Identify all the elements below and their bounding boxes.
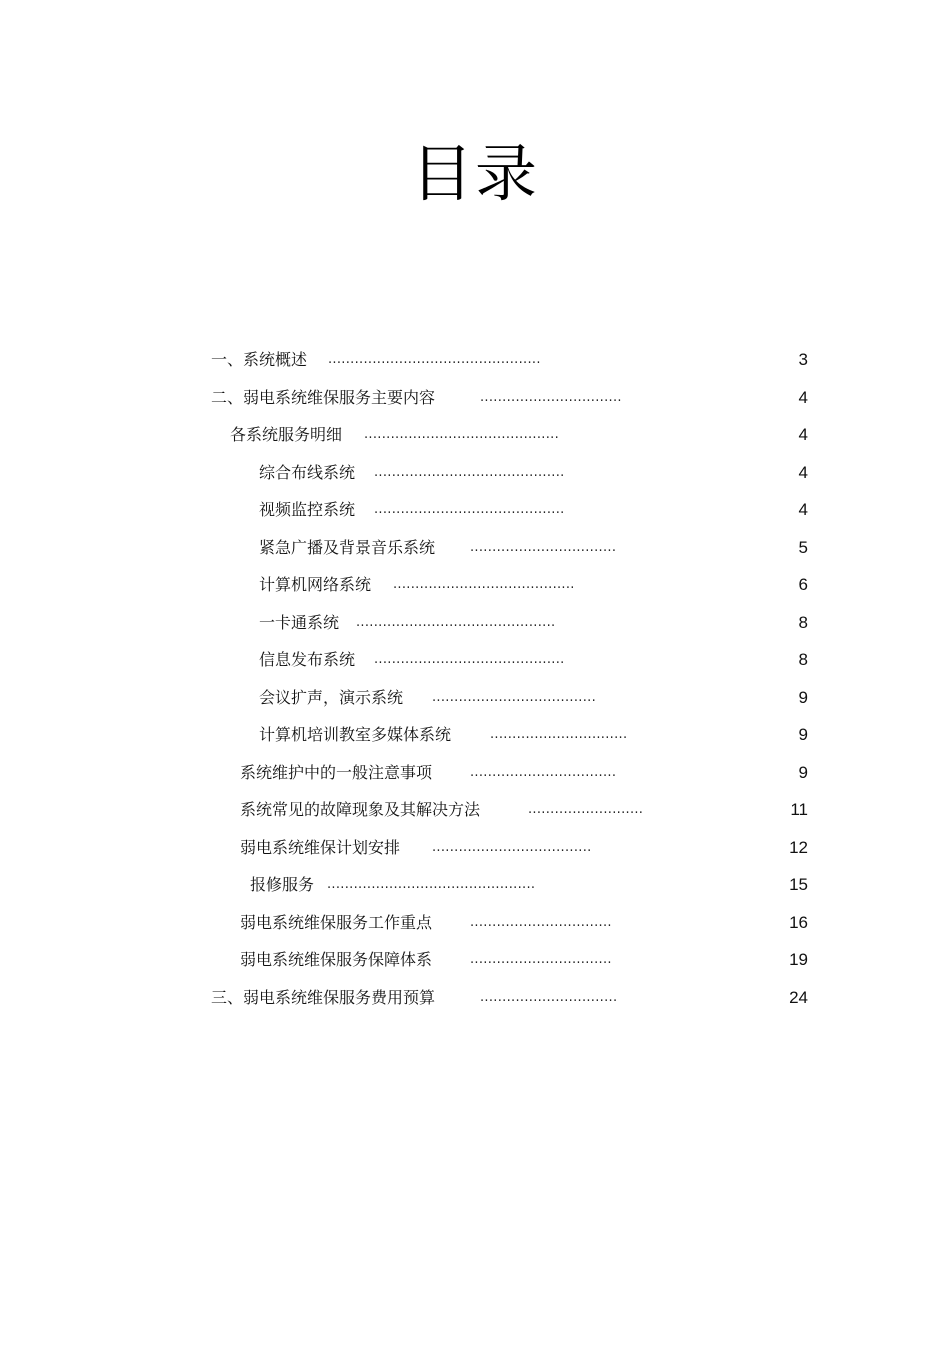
toc-leader-dots: ........................................... [374, 464, 565, 480]
toc-leader-dots: ................................ [470, 914, 612, 930]
toc-leader-dots: ......................................... [393, 577, 575, 592]
toc-entry-label: 会议扩声，演示系统 [259, 687, 404, 707]
toc-entry-label: 报修服务 [250, 875, 315, 894]
toc-leader-dots: ............................................... [327, 877, 536, 892]
table-of-contents [0, 341, 950, 1016]
toc-entry-label: 三、弱电系统维保服务费用预算 [211, 987, 436, 1007]
toc-page-number: 9 [798, 725, 808, 744]
toc-entry[interactable] [0, 604, 950, 642]
toc-leader-dots: ................................ [470, 952, 612, 967]
toc-entry[interactable] [0, 416, 950, 454]
toc-entry-label: 紧急广播及背景音乐系统 [259, 537, 436, 557]
toc-page-number: 4 [798, 387, 808, 407]
toc-entry-label: 各系统服务明细 [230, 425, 343, 444]
toc-leader-dots: ................................. [470, 764, 617, 780]
toc-entry[interactable] [0, 829, 950, 867]
toc-page-number: 9 [798, 687, 808, 707]
toc-entry[interactable] [0, 866, 950, 904]
toc-entry[interactable] [0, 454, 950, 492]
toc-page-number: 4 [798, 425, 808, 444]
toc-entry-label: 系统常见的故障现象及其解决方法 [240, 800, 481, 819]
page-title: 目录 [410, 137, 539, 210]
toc-leader-dots: ............................................. [356, 614, 556, 630]
toc-page-number: 9 [798, 762, 808, 782]
toc-entry[interactable] [0, 904, 950, 942]
toc-page-number: 16 [789, 912, 808, 932]
toc-entry-label: 二、弱电系统维保服务主要内容 [211, 387, 436, 407]
toc-entry[interactable] [0, 679, 950, 717]
toc-leader-dots: ................................. [470, 539, 617, 555]
toc-leader-dots: ..................................... [432, 689, 596, 705]
toc-entry[interactable] [0, 491, 950, 529]
toc-entry-label: 计算机培训教室多媒体系统 [259, 725, 452, 744]
toc-page-number: 15 [789, 875, 808, 894]
toc-entry-label: 系统维护中的一般注意事项 [240, 762, 433, 782]
toc-entry-label: 弱电系统维保服务工作重点 [240, 912, 433, 932]
toc-entry-label: 综合布线系统 [259, 462, 356, 482]
toc-entry-label: 信息发布系统 [259, 650, 356, 669]
toc-page-number: 3 [798, 350, 808, 369]
toc-entry[interactable] [0, 791, 950, 829]
toc-page-number: 24 [789, 987, 808, 1007]
toc-leader-dots: ................................ [480, 389, 622, 405]
toc-entry-label: 一卡通系统 [259, 612, 340, 632]
toc-entry[interactable] [0, 566, 950, 604]
toc-leader-dots: ............................................ [364, 427, 560, 442]
toc-page-number: 8 [798, 650, 808, 669]
toc-leader-dots: .......................... [528, 802, 644, 817]
toc-entry-label: 弱电系统维保计划安排 [240, 837, 401, 857]
toc-entry-label: 一、系统概述 [211, 350, 308, 369]
toc-leader-dots: ........................................... [374, 652, 565, 667]
toc-entry[interactable] [0, 641, 950, 679]
toc-page-number: 12 [789, 837, 808, 857]
toc-page-number: 8 [798, 612, 808, 632]
toc-leader-dots: .................................... [432, 839, 592, 855]
toc-entry[interactable] [0, 341, 950, 379]
toc-entry-label: 弱电系统维保服务保障体系 [240, 950, 433, 969]
toc-leader-dots: ........................................... [374, 502, 565, 517]
toc-entry[interactable] [0, 941, 950, 979]
toc-entry-label: 计算机网络系统 [259, 575, 372, 594]
toc-entry[interactable] [0, 529, 950, 567]
toc-leader-dots: ............................... [490, 727, 628, 742]
toc-entry[interactable] [0, 716, 950, 754]
toc-entry[interactable] [0, 379, 950, 417]
toc-page-number: 11 [790, 800, 808, 819]
toc-page-number: 5 [798, 537, 808, 557]
toc-page-number: 4 [798, 462, 808, 482]
toc-leader-dots: ................................................ [328, 352, 541, 367]
toc-entry-label: 视频监控系统 [259, 500, 356, 519]
toc-entry[interactable] [0, 754, 950, 792]
toc-leader-dots: ............................... [480, 989, 618, 1005]
toc-page-number: 4 [798, 500, 808, 519]
toc-page-number: 6 [798, 575, 808, 594]
toc-page-number: 19 [789, 950, 808, 969]
toc-entry[interactable] [0, 979, 950, 1017]
